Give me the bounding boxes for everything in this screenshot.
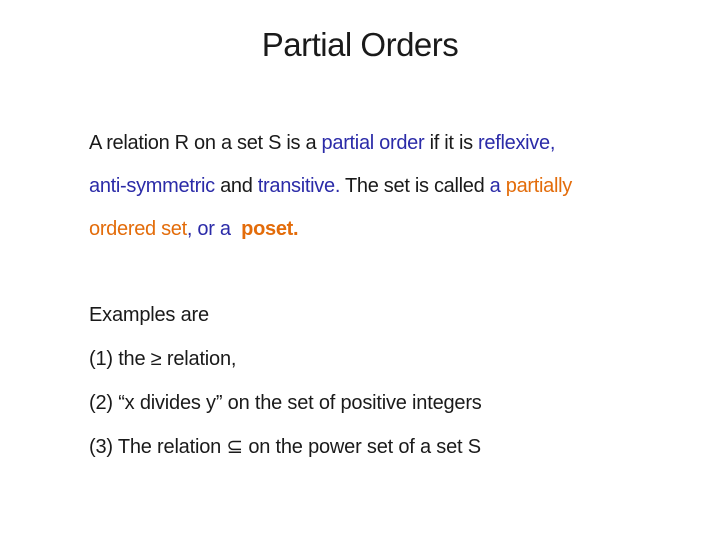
text-segment-term: ordered set: [89, 218, 187, 240]
slide-title: Partial Orders: [261, 26, 459, 63]
text-segment-term: transitive.: [257, 175, 341, 197]
example-item: (1) the ≥ relation,: [89, 348, 237, 370]
examples-intro: Examples are: [89, 304, 209, 326]
definition-line: [89, 208, 680, 251]
text-segment-term: reflexive,: [478, 132, 556, 154]
example-item: (3) The relation ⊆ on the power set of a set S: [89, 436, 481, 458]
text-segment: The set is called: [340, 175, 490, 197]
text-segment: if it is: [424, 132, 479, 154]
definition-line: [89, 165, 680, 208]
text-segment: and: [214, 175, 258, 197]
text-segment: A relation R on a set S is a: [89, 132, 322, 154]
examples-block: [89, 293, 680, 469]
text-segment-term: a: [489, 175, 506, 197]
text-segment-term-poset: poset.: [230, 218, 299, 240]
text-segment-term: , or a: [186, 218, 231, 240]
text-segment-term: partial order: [321, 132, 425, 154]
definition-paragraph: [89, 122, 680, 251]
text-segment-term: partially: [505, 175, 572, 197]
text-segment-term: anti-symmetric: [89, 175, 215, 197]
definition-line: [89, 122, 680, 165]
example-item: (2) “x divides y” on the set of positive integers: [89, 392, 482, 414]
